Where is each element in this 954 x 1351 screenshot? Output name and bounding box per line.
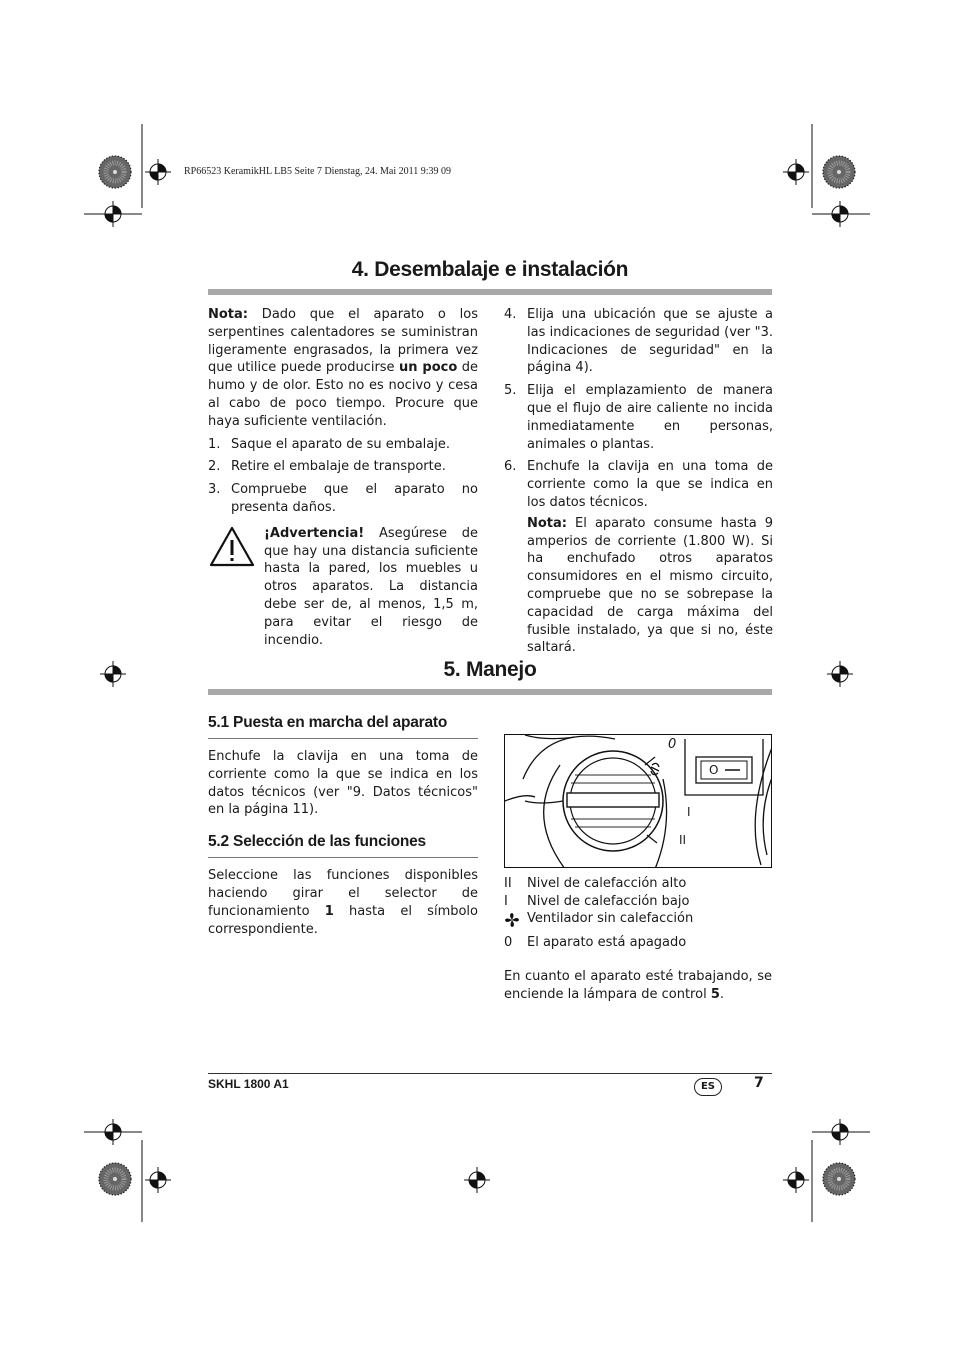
legend-row: Ventilador sin calefacción: [504, 910, 772, 934]
note-paragraph: Nota: Dado que el aparato o los serpentines calentadores se suministran ligeramente engrasados, la primera vez que utilice puede producirse un poco de humo y de olor. Esto no es nocivo y cesa al cabo de poco tiempo. Procure que haya suficiente ventilación.: [208, 307, 478, 429]
list-item: 2. Retire el embalaje de transporte.: [208, 459, 446, 475]
legend-row: 0 El aparato está apagado: [504, 934, 687, 950]
figure-label-switch: O: [709, 763, 719, 777]
section-5-left-column: [208, 714, 478, 951]
section-5-rule: [208, 689, 772, 695]
fan-icon: [504, 910, 527, 934]
warning-triangle-icon: [208, 525, 264, 650]
figure-label-high: II: [679, 833, 687, 847]
section-5-title: 5. Manejo: [443, 658, 537, 681]
list-item: 1. Saque el aparato de su embalaje.: [208, 436, 450, 452]
warning-text: ¡Advertencia! Asegúrese de que hay una distancia suficiente hasta la pared, los muebles u otros aparatos. La distancia debe ser de, al menos, 1,5 m, para evitar el riesgo de incendio.: [264, 525, 478, 648]
subsection-5-2-text: Seleccione las funciones disponibles haciendo girar el selector de funcionamiento 1 hasta el símbolo correspondiente.: [208, 868, 479, 937]
control-lamp-text: En cuanto el aparato esté trabajando, se enciende la lámpara de control 5.: [504, 969, 772, 1002]
page-number: 7: [754, 1075, 764, 1091]
footer-model: SKHL 1800 A1: [208, 1077, 289, 1091]
legend-row: I Nivel de calefacción bajo: [504, 893, 690, 909]
warning-block: [208, 525, 478, 650]
print-header: RP66523 KeramikHL LB5 Seite 7 Dienstag, 24. Mai 2011 9:39 09: [184, 166, 452, 177]
section-4-right-column: [504, 306, 773, 657]
language-badge: ES: [694, 1078, 722, 1096]
control-panel-figure: [504, 734, 772, 868]
footer-rule: [208, 1073, 772, 1074]
subsection-5-2-title: 5.2 Selección de las funciones: [208, 833, 426, 851]
list-item: 3. Compruebe que el aparato no presenta daños.: [208, 482, 478, 515]
function-legend: [504, 875, 772, 1017]
section-4-left-column: [208, 306, 478, 649]
figure-label-low: I: [687, 805, 691, 819]
list-item: 5. Elija el emplazamiento de manera que el flujo de aire caliente no incida inmediatamente en personas, animales o plantas.: [504, 383, 773, 452]
legend-row: II Nivel de calefacción alto: [504, 876, 687, 891]
subsection-rule: [208, 857, 478, 858]
section-4-rule: [208, 289, 772, 295]
figure-label-off: 0: [668, 737, 677, 752]
subsection-5-1-title: 5.1 Puesta en marcha del aparato: [208, 714, 448, 731]
note-2-paragraph: Nota: El aparato consume hasta 9 amperios de corriente (1.800 W). Si ha enchufado otros aparatos consumidores en el mismo circuito, compruebe que no se sobrepase la capacidad de carga máxima del fusible instalado, ya que si no, éste saltará.: [527, 515, 773, 656]
subsection-5-1-text: Enchufe la clavija en una toma de corriente como la que se indica en los datos técnicos (ver "9. Datos técnicos" en la página 11).: [208, 749, 478, 818]
list-item: 4. Elija una ubicación que se ajuste a las indicaciones de seguridad (ver "3. Indicaciones de seguridad" en la página 4).: [504, 307, 773, 376]
list-item: 6. Enchufe la clavija en una toma de corriente como la que se indica en los datos técnicos.: [504, 459, 773, 510]
section-4-title: 4. Desembalaje e instalación: [351, 258, 629, 281]
subsection-rule: [208, 738, 478, 739]
